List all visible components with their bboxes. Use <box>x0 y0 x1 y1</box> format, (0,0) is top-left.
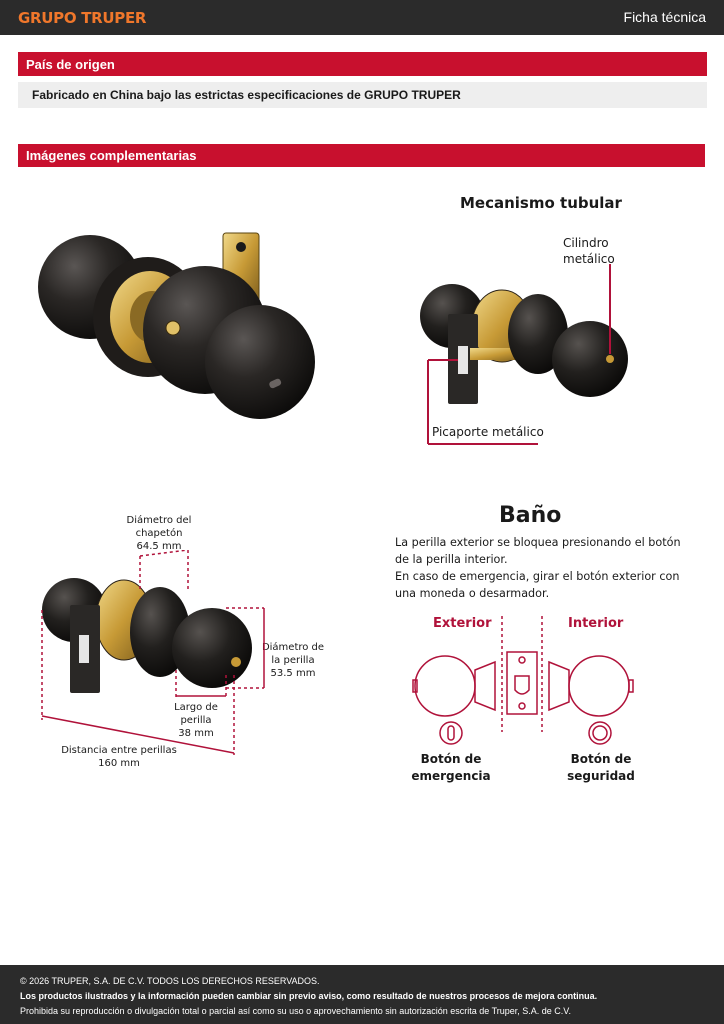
bath-title: Baño <box>499 503 562 528</box>
brand-logo: GRUPO TRUPER <box>18 9 147 27</box>
header-bar <box>0 0 724 35</box>
bath-lock-diagram <box>405 612 645 752</box>
latch-label: Picaporte metálico <box>432 425 544 439</box>
emergency-label-line1: Botón de <box>420 752 482 766</box>
bath-desc-line4: una moneda o desarmador. <box>395 587 550 600</box>
bath-description <box>395 534 695 602</box>
cylinder-label-line1: Cilindro <box>563 236 609 250</box>
knob-distance-line1: Distancia entre perillas <box>61 745 177 756</box>
emergency-label-line2: emergencia <box>411 769 491 783</box>
security-label-line1: Botón de <box>570 752 632 766</box>
knob-diameter-line1: Diámetro de <box>261 642 325 653</box>
dimensions-diagram <box>36 550 272 760</box>
cylinder-label-line2: metálico <box>563 252 615 266</box>
rosette-diameter-label <box>110 514 208 553</box>
security-label-line2: seguridad <box>567 769 635 783</box>
section-images-title: Imágenes complementarias <box>18 144 705 167</box>
knob-diameter-line3: 53.5 mm <box>270 668 316 679</box>
exterior-label: Exterior <box>433 616 492 631</box>
footer-prohibition: Prohibida su reproducción o divulgación total o parcial así como su uso o aprovechamiento sin autorización escrita de Truper, S.A. de C.V. <box>20 1006 571 1016</box>
section-origin-title: País de origen <box>18 52 707 76</box>
emergency-button-label <box>410 751 492 785</box>
product-photo-knob-lock <box>30 225 320 425</box>
knob-diameter-line2: la perilla <box>271 655 315 666</box>
cylinder-label <box>563 235 615 267</box>
mechanism-title: Mecanismo tubular <box>460 194 622 212</box>
doc-type-label: Ficha técnica <box>623 9 706 25</box>
security-button-label <box>560 751 642 785</box>
origin-text: Fabricado en China bajo las estrictas especificaciones de GRUPO TRUPER <box>18 82 707 108</box>
footer-copyright: © 2026 TRUPER, S.A. DE C.V. TODOS LOS DERECHOS RESERVADOS. <box>20 976 320 986</box>
mechanism-diagram <box>410 264 650 454</box>
interior-label: Interior <box>568 616 624 631</box>
footer <box>0 965 724 1024</box>
knob-length-line3: 38 mm <box>178 728 214 739</box>
bath-desc-line2: de la perilla interior. <box>395 553 508 566</box>
knob-distance-line2: 160 mm <box>98 758 140 769</box>
rosette-label-line2: chapetón <box>135 528 183 539</box>
rosette-label-line3: 64.5 mm <box>136 541 182 552</box>
bath-desc-line3: En caso de emergencia, girar el botón exterior con <box>395 570 680 583</box>
rosette-label-line1: Diámetro del <box>126 515 192 526</box>
bath-desc-line1: La perilla exterior se bloquea presionando el botón <box>395 536 681 549</box>
footer-disclaimer: Los productos ilustrados y la información pueden cambiar sin previo aviso, como resultado de nuestros procesos de mejora continua. <box>20 991 598 1001</box>
knob-length-line2: perilla <box>180 715 212 726</box>
knob-length-line1: Largo de <box>174 702 218 713</box>
